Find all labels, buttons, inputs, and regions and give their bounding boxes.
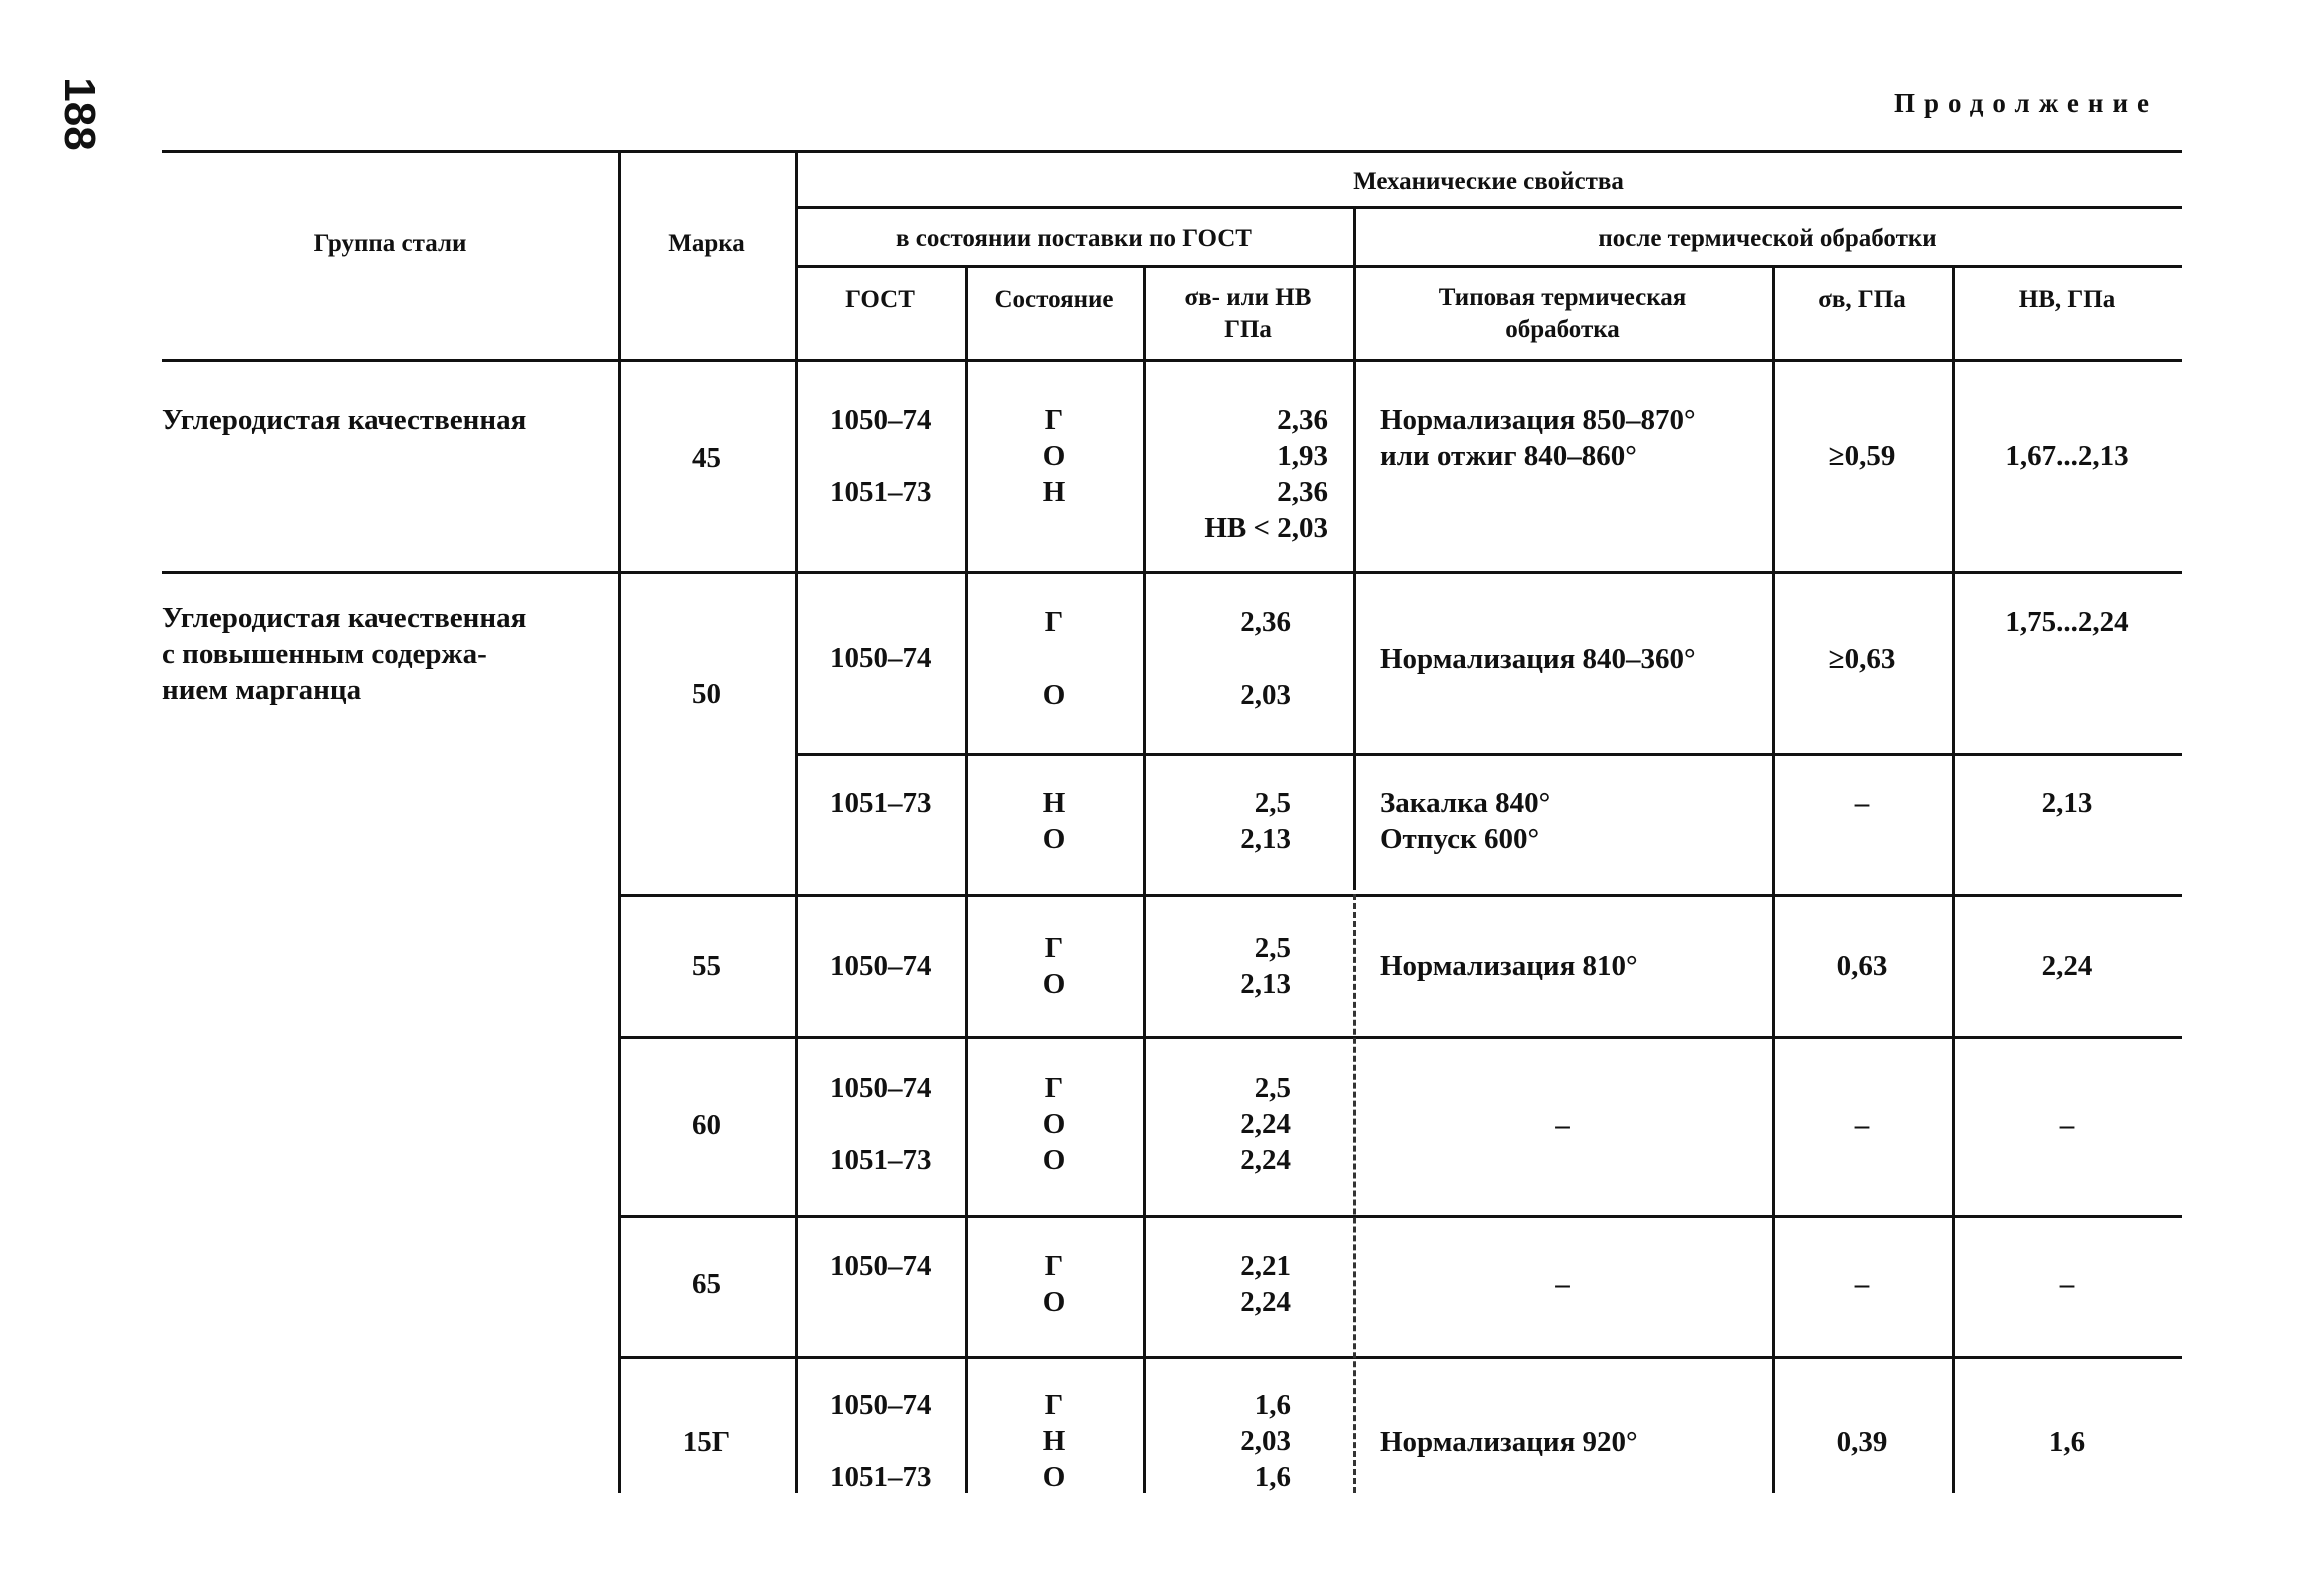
row-55-treatment: Нормализация 810° [1380,950,1638,982]
row-55-values [1143,930,1291,1002]
state-value: О [1042,440,1066,472]
page-number: 188 [55,77,104,151]
sigma-hb-value: 2,13 [1240,968,1291,1000]
header-hb-gpa: HB, ГПа [2018,286,2116,313]
sigma-hb-value: 2,13 [1240,823,1291,855]
gost-spacer [830,1106,932,1142]
row-50a-state-2: О [1042,679,1066,711]
row-60-treatment: – [1555,1109,1570,1141]
header-delivery: в состоянии поставки по ГОСТ [896,225,1252,252]
row-50a-treatment: Нормализация 840–360° [1380,643,1696,675]
row-50a-state-1: Г [1044,606,1064,638]
row-50-grade: 50 [692,678,721,710]
treatment-line: Закалка 840° [1380,787,1551,819]
sigma-hb-value: 2,24 [1240,1286,1291,1318]
sigma-hb-value: 1,93 [1277,440,1328,472]
treatment-line: или отжиг 840–860° [1380,440,1637,472]
row-50a-value-2: 2,03 [1240,679,1291,711]
row-50-group [162,600,526,708]
row-55-gost: 1050–74 [830,950,932,982]
sigma-hb-value: 2,21 [1240,1250,1291,1282]
sigma-hb-value: 2,5 [1254,787,1291,819]
row-15g-sigma: 0,39 [1836,1426,1888,1458]
sigma-hb-value: 2,03 [1240,1425,1291,1457]
row-rule-50 [618,894,2182,897]
row-50b-treatment [1380,785,1550,857]
row-65-grade: 65 [692,1268,721,1300]
row-60-grade: 60 [692,1109,721,1141]
state-value: О [1042,823,1066,855]
group-line: нием марганца [162,674,362,706]
gost-value: 1050–74 [830,1389,932,1421]
treatment-line: Нормализация 850–870° [1380,404,1696,436]
row-55-hb: 2,24 [2041,950,2093,982]
header-group: Группа стали [313,230,467,257]
row-50a-value-1: 2,36 [1240,606,1291,638]
header-sigma-hb-line2: ГПа [1224,316,1272,343]
sigma-hb-value: 2,24 [1240,1108,1291,1140]
header-typical [1353,282,1772,346]
row-50b-state [965,785,1143,857]
state-value: О [1042,1461,1066,1493]
row-65-hb: – [2059,1268,2075,1300]
sigma-hb-value: 2,5 [1254,932,1291,964]
row-55-state [965,930,1143,1002]
row-60-values [1143,1070,1291,1178]
table-top-rule [162,150,2182,153]
row-rule-60 [618,1215,2182,1218]
row-15g-grade: 15Г [682,1426,731,1458]
row-45-treatment [1380,402,1696,474]
row-45-gost [830,402,932,510]
row-65-sigma: – [1854,1268,1870,1300]
row-50a-hb: 1,75...2,24 [2005,606,2129,638]
col-rule-grade [795,150,798,1493]
state-value: О [1042,1144,1066,1176]
row-65-treatment: – [1555,1268,1570,1300]
row-45-sigma: ≥0,59 [1828,440,1896,472]
header-sigma-hb-line1: σв- или HB [1184,284,1312,311]
row-50b-gost: 1051–73 [830,787,932,819]
row-50a-sigma: ≥0,63 [1828,643,1896,675]
row-15g-state [965,1387,1143,1495]
sigma-hb-value: 2,24 [1240,1144,1291,1176]
subheader-rule [795,265,2182,268]
mech-header-rule [795,206,2182,209]
row-60-gost [830,1070,932,1178]
row-15g-values [1143,1387,1291,1495]
gost-value: 1050–74 [830,404,932,436]
row-65-gost: 1050–74 [830,1250,932,1282]
sigma-hb-value: 2,36 [1277,476,1328,508]
row-60-hb: – [2059,1109,2075,1141]
sigma-hb-value: 1,6 [1254,1389,1291,1421]
gost-spacer [830,438,932,474]
sigma-hb-value: 2,5 [1254,1072,1291,1104]
header-typical-line2: обработка [1505,316,1620,343]
row-50a-gost: 1050–74 [830,642,932,674]
gost-spacer [830,1423,932,1459]
state-value: Н [1042,476,1066,508]
header-mech: Механические свойства [1353,168,1624,195]
col-rule-values-dashed [1353,894,1356,1493]
row-rule-55 [618,1036,2182,1039]
continuation-label: Продолжение [1894,88,2158,118]
group-line: Углеродистая качественная [162,602,527,634]
treatment-line: Отпуск 600° [1380,823,1540,855]
header-sigma-gpa: σв, ГПа [1818,286,1906,313]
header-sigma-hb [1143,282,1353,346]
gost-value: 1050–74 [830,1072,932,1104]
row-60-sigma: – [1854,1109,1870,1141]
row-15g-gost [830,1387,932,1495]
state-value: Г [1044,1389,1064,1421]
state-value: О [1042,968,1066,1000]
header-grade: Марка [668,230,745,257]
state-value: Г [1044,1072,1064,1104]
state-value: О [1042,1286,1066,1318]
state-value: Г [1044,1250,1064,1282]
row-55-sigma: 0,63 [1836,950,1888,982]
header-typical-line1: Типовая термическая [1438,284,1687,311]
row-rule-65 [618,1356,2182,1359]
row-45-state [965,402,1143,510]
gost-value: 1051–73 [830,1461,932,1493]
state-value: О [1042,1108,1066,1140]
sigma-hb-value: HB < 2,03 [1204,512,1328,544]
header-gost: ГОСТ [845,286,915,313]
row-60-state [965,1070,1143,1178]
row-15g-hb: 1,6 [2048,1426,2086,1458]
sigma-hb-value: 2,36 [1277,404,1328,436]
row-45-grade: 45 [692,442,721,474]
row-45-values [1143,402,1328,546]
row-15g-treatment: Нормализация 920° [1380,1426,1638,1458]
state-value: Г [1044,932,1064,964]
row-55-grade: 55 [692,950,721,982]
header-after-heat: после термической обработки [1598,225,1937,252]
row-50b-values [1143,785,1291,857]
sigma-hb-value: 1,6 [1254,1461,1291,1493]
state-value: Н [1042,1425,1066,1457]
header-bottom-rule [162,359,2182,362]
row-45-hb: 1,67...2,13 [2005,440,2129,472]
row-rule-50a [795,753,2182,756]
row-50b-hb: 2,13 [2041,787,2093,819]
row-65-values [1143,1248,1291,1320]
row-rule-45 [162,571,2182,574]
state-value: Н [1042,787,1066,819]
header-state: Состояние [994,286,1114,313]
group-line: с повышенным содержа- [162,638,487,670]
row-50b-sigma: – [1854,787,1870,819]
row-65-state [965,1248,1143,1320]
state-value: Г [1044,404,1064,436]
gost-value: 1051–73 [830,1144,932,1176]
row-45-group: Углеродистая качественная [162,404,527,436]
gost-value: 1051–73 [830,476,932,508]
